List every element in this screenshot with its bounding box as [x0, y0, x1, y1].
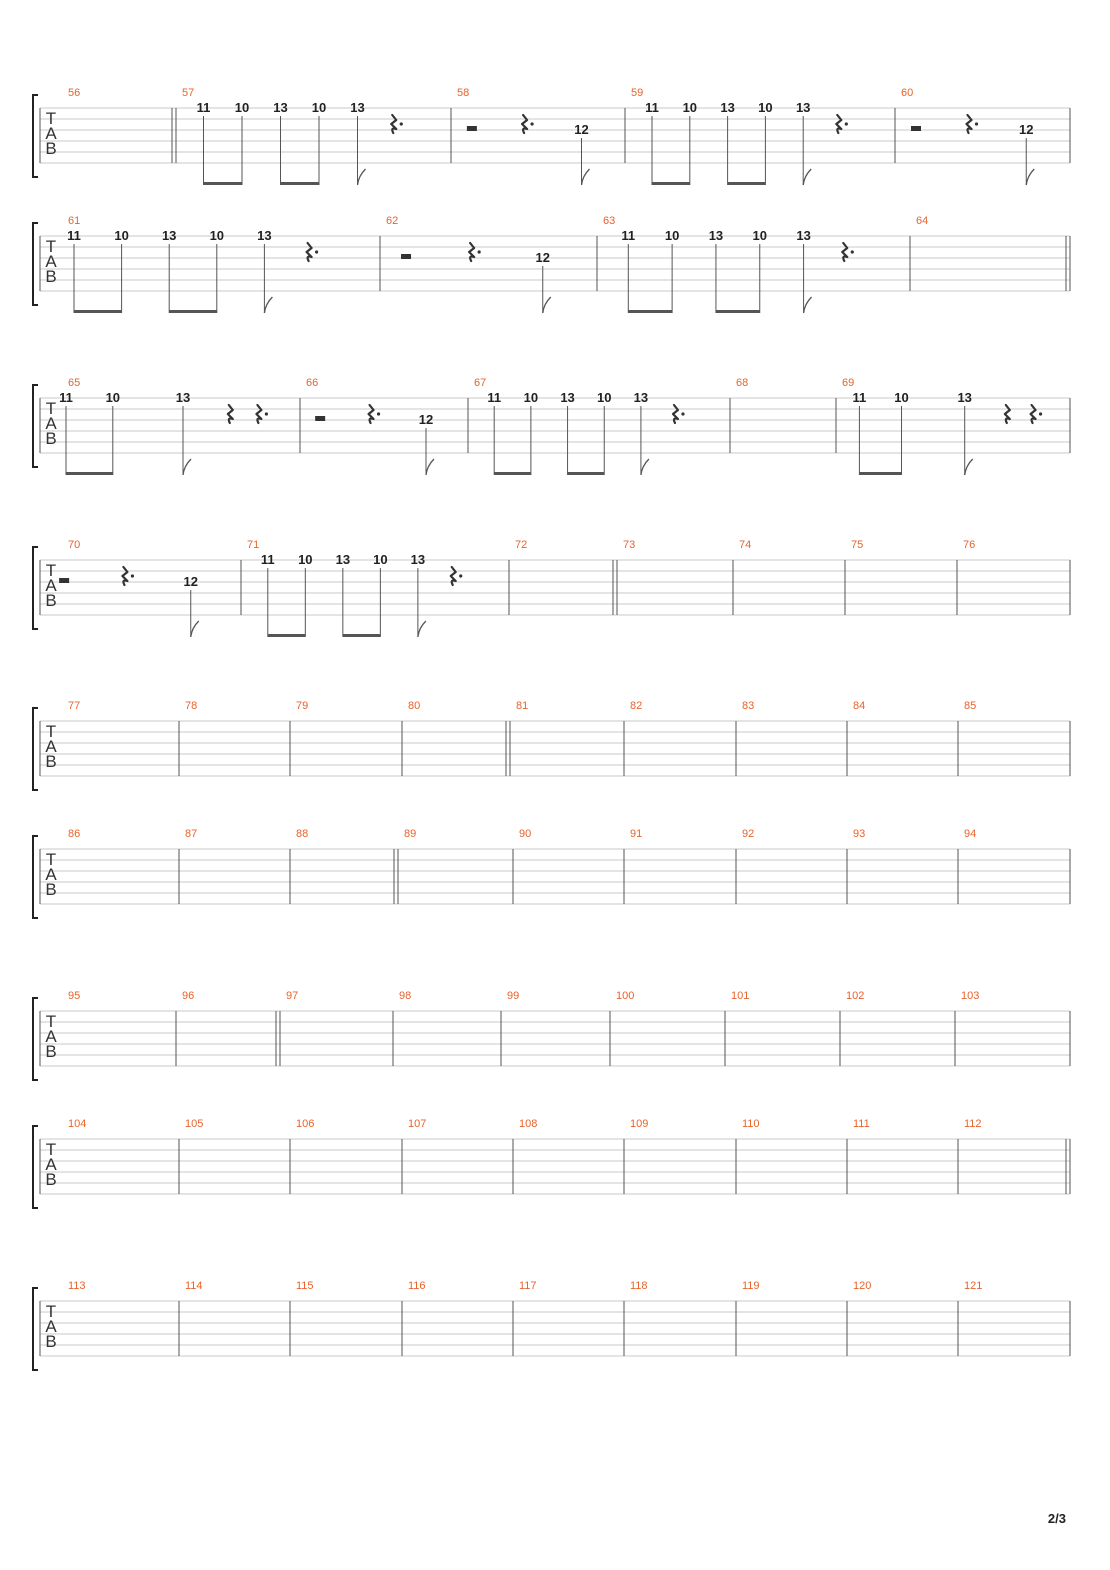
half-rest-icon [315, 416, 325, 421]
tab-note-fret: 10 [373, 552, 388, 567]
note-beam [343, 634, 381, 637]
measure-number: 84 [853, 700, 866, 712]
eighth-flag-icon [358, 169, 366, 185]
staff-system [33, 539, 1070, 637]
note-beam [859, 472, 901, 475]
tab-note-fret: 10 [298, 552, 313, 567]
note-beam [204, 182, 243, 185]
measure-number: 98 [399, 990, 412, 1002]
rest-dot [478, 250, 481, 253]
page-number: 2/3 [1047, 1511, 1066, 1526]
measure-number: 77 [68, 700, 81, 712]
system-bracket [33, 95, 38, 177]
measure-number: 94 [964, 828, 977, 840]
staff-system [33, 377, 1070, 475]
measure-number: 81 [516, 700, 529, 712]
rest-dot [400, 122, 403, 125]
tab-clef-letter: T [45, 722, 57, 741]
eighth-flag-icon [582, 169, 590, 185]
measure-number: 120 [853, 1280, 872, 1292]
measure-number: 90 [519, 828, 532, 840]
eighth-flag-icon [803, 169, 811, 185]
tab-note-fret: 13 [335, 552, 351, 567]
tab-note-fret: 11 [196, 100, 211, 115]
rest-dot [459, 574, 462, 577]
measure-number: 74 [739, 539, 752, 551]
staff-system [33, 700, 1070, 790]
eighth-flag-icon [191, 621, 199, 637]
rest-dot [845, 122, 848, 125]
tab-note-fret: 13 [257, 228, 272, 243]
tab-note-fret: 13 [795, 100, 811, 115]
tab-note-fret: 10 [664, 228, 680, 243]
measure-number: 65 [68, 377, 81, 389]
measure-number: 69 [842, 377, 855, 389]
system-bracket [33, 998, 38, 1080]
note-beam [568, 472, 605, 475]
rest-dot [131, 574, 134, 577]
tab-clef-letter: B [45, 267, 57, 286]
measure-number: 58 [457, 87, 470, 99]
staff-system [33, 990, 1070, 1080]
tab-clef-letter: A [45, 1027, 57, 1046]
tab-clef-letter: B [45, 429, 57, 448]
measure-number: 117 [519, 1280, 537, 1292]
eighth-flag-icon [543, 297, 551, 313]
measure-number: 101 [731, 990, 750, 1002]
system-bracket [33, 1126, 38, 1208]
tab-clef-letter: T [45, 561, 57, 580]
measure-number: 114 [185, 1280, 203, 1292]
tab-note-fret: 13 [175, 390, 191, 405]
half-rest-icon [467, 126, 477, 131]
tab-note-fret: 13 [708, 228, 724, 243]
measure-number: 62 [386, 215, 399, 227]
rest-dot [975, 122, 978, 125]
eighth-flag-icon [426, 459, 434, 475]
tab-note-fret: 13 [796, 228, 811, 243]
tab-note-fret: 10 [597, 390, 612, 405]
tab-note-fret: 12 [574, 122, 589, 137]
tab-note-fret: 11 [67, 228, 81, 243]
tab-clef-letter: B [45, 880, 57, 899]
half-rest-icon [401, 254, 411, 259]
tab-note-fret: 11 [645, 100, 659, 115]
tab-clef-letter: B [45, 752, 57, 771]
measure-number: 82 [630, 700, 643, 712]
tab-note-fret: 11 [852, 390, 867, 405]
tab-note-fret: 10 [894, 390, 909, 405]
measure-number: 72 [515, 539, 528, 551]
tab-note-fret: 13 [410, 552, 426, 567]
tab-note-fret: 12 [1019, 122, 1034, 137]
measure-number: 121 [964, 1280, 983, 1292]
measure-number: 111 [853, 1118, 870, 1130]
measure-number: 78 [185, 700, 198, 712]
note-beam [169, 310, 217, 313]
rest-dot [1039, 412, 1042, 415]
measure-number: 108 [519, 1118, 538, 1130]
staff-system [33, 1118, 1070, 1208]
rest-dot [530, 122, 533, 125]
tab-note-fret: 11 [260, 552, 275, 567]
tab-clef-letter: B [45, 591, 57, 610]
tab-clef-letter: B [45, 1042, 57, 1061]
eighth-flag-icon [965, 459, 973, 475]
measure-number: 56 [68, 87, 81, 99]
tab-note-fret: 10 [311, 100, 327, 115]
measure-number: 89 [404, 828, 417, 840]
measure-number: 97 [286, 990, 299, 1002]
note-beam [281, 182, 320, 185]
tab-note-fret: 11 [621, 228, 636, 243]
rest-dot [681, 412, 684, 415]
measure-number: 96 [182, 990, 195, 1002]
tab-clef-letter: A [45, 737, 57, 756]
tab-clef-letter: A [45, 865, 57, 884]
tab-clef-letter: B [45, 1332, 57, 1351]
measure-number: 105 [185, 1118, 204, 1130]
measure-number: 107 [408, 1118, 427, 1130]
measure-number: 75 [851, 539, 864, 551]
measure-number: 80 [408, 700, 421, 712]
note-beam [66, 472, 113, 475]
staff-system [33, 1280, 1070, 1370]
tab-clef-letter: T [45, 237, 57, 256]
measure-number: 88 [296, 828, 309, 840]
note-beam [268, 634, 306, 637]
tab-note-fret: 10 [752, 228, 767, 243]
staff-system [33, 87, 1070, 185]
tab-note-fret: 13 [161, 228, 177, 243]
measure-number: 102 [846, 990, 865, 1002]
tab-note-fret: 10 [682, 100, 698, 115]
measure-number: 79 [296, 700, 309, 712]
note-beam [628, 310, 672, 313]
tab-note-fret: 13 [957, 390, 972, 405]
measure-number: 115 [296, 1280, 314, 1292]
measure-number: 100 [616, 990, 635, 1002]
measure-number: 119 [742, 1280, 760, 1292]
measure-number: 95 [68, 990, 81, 1002]
staff-system [33, 828, 1070, 918]
measure-number: 66 [306, 377, 319, 389]
measure-number: 93 [853, 828, 866, 840]
system-bracket [33, 708, 38, 790]
measure-number: 109 [630, 1118, 649, 1130]
system-bracket [33, 547, 38, 629]
eighth-flag-icon [183, 459, 191, 475]
tab-clef-letter: A [45, 414, 57, 433]
note-beam [652, 182, 690, 185]
measure-number: 71 [247, 539, 260, 551]
measure-number: 64 [916, 215, 929, 227]
tab-note-fret: 13 [633, 390, 649, 405]
system-bracket [33, 836, 38, 918]
note-beam [494, 472, 531, 475]
eighth-flag-icon [804, 297, 812, 313]
measure-number: 86 [68, 828, 81, 840]
tab-note-fret: 13 [350, 100, 365, 115]
measure-number: 87 [185, 828, 198, 840]
tab-clef-letter: A [45, 1317, 57, 1336]
tab-clef-letter: A [45, 576, 57, 595]
system-bracket [33, 223, 38, 305]
measure-number: 70 [68, 539, 81, 551]
measure-number: 92 [742, 828, 755, 840]
system-bracket [33, 1288, 38, 1370]
tab-clef-letter: T [45, 1012, 57, 1031]
tab-note-fret: 12 [535, 250, 550, 265]
tab-clef-letter: A [45, 124, 57, 143]
measure-number: 61 [68, 215, 81, 227]
half-rest-icon [911, 126, 921, 131]
tab-note-fret: 12 [418, 412, 434, 427]
eighth-flag-icon [1026, 169, 1034, 185]
measure-number: 68 [736, 377, 749, 389]
measure-number: 59 [631, 87, 644, 99]
measure-number: 103 [961, 990, 980, 1002]
note-beam [728, 182, 766, 185]
measure-number: 83 [742, 700, 755, 712]
measure-number: 118 [630, 1280, 648, 1292]
tab-clef-letter: T [45, 850, 57, 869]
measure-number: 112 [964, 1118, 982, 1130]
eighth-flag-icon [418, 621, 426, 637]
tab-clef-letter: B [45, 1170, 57, 1189]
tab-note-fret: 10 [209, 228, 225, 243]
tab-note-fret: 10 [758, 100, 773, 115]
note-beam [716, 310, 760, 313]
measure-number: 67 [474, 377, 487, 389]
rest-dot [377, 412, 380, 415]
tab-clef-letter: A [45, 252, 57, 271]
tab-clef-letter: T [45, 1302, 57, 1321]
tab-clef-letter: T [45, 399, 57, 418]
note-beam [74, 310, 122, 313]
tab-note-fret: 12 [183, 574, 198, 589]
tab-note-fret: 10 [523, 390, 539, 405]
measure-number: 106 [296, 1118, 315, 1130]
measure-number: 73 [623, 539, 636, 551]
tab-note-fret: 10 [105, 390, 121, 405]
system-bracket [33, 385, 38, 467]
staff-system [33, 215, 1070, 313]
tab-note-fret: 13 [273, 100, 288, 115]
measure-number: 85 [964, 700, 977, 712]
measure-number: 104 [68, 1118, 87, 1130]
measure-number: 110 [742, 1118, 760, 1130]
tab-note-fret: 13 [720, 100, 735, 115]
measure-number: 63 [603, 215, 616, 227]
rest-dot [315, 250, 318, 253]
tab-note-fret: 13 [560, 390, 575, 405]
measure-number: 99 [507, 990, 520, 1002]
measure-number: 116 [408, 1280, 426, 1292]
tab-note-fret: 11 [487, 390, 502, 405]
half-rest-icon [59, 578, 69, 583]
measure-number: 57 [182, 87, 195, 99]
tab-clef-letter: B [45, 139, 57, 158]
measure-number: 60 [901, 87, 914, 99]
rest-dot [851, 250, 854, 253]
tab-note-fret: 11 [59, 390, 73, 405]
eighth-flag-icon [264, 297, 272, 313]
tab-clef-letter: T [45, 109, 57, 128]
measure-number: 76 [963, 539, 976, 551]
tab-note-fret: 10 [234, 100, 250, 115]
rest-dot [265, 412, 268, 415]
tab-clef-letter: T [45, 1140, 57, 1159]
tab-clef-letter: A [45, 1155, 57, 1174]
measure-number: 113 [68, 1280, 86, 1292]
eighth-flag-icon [641, 459, 649, 475]
tab-note-fret: 10 [114, 228, 129, 243]
measure-number: 91 [630, 828, 643, 840]
